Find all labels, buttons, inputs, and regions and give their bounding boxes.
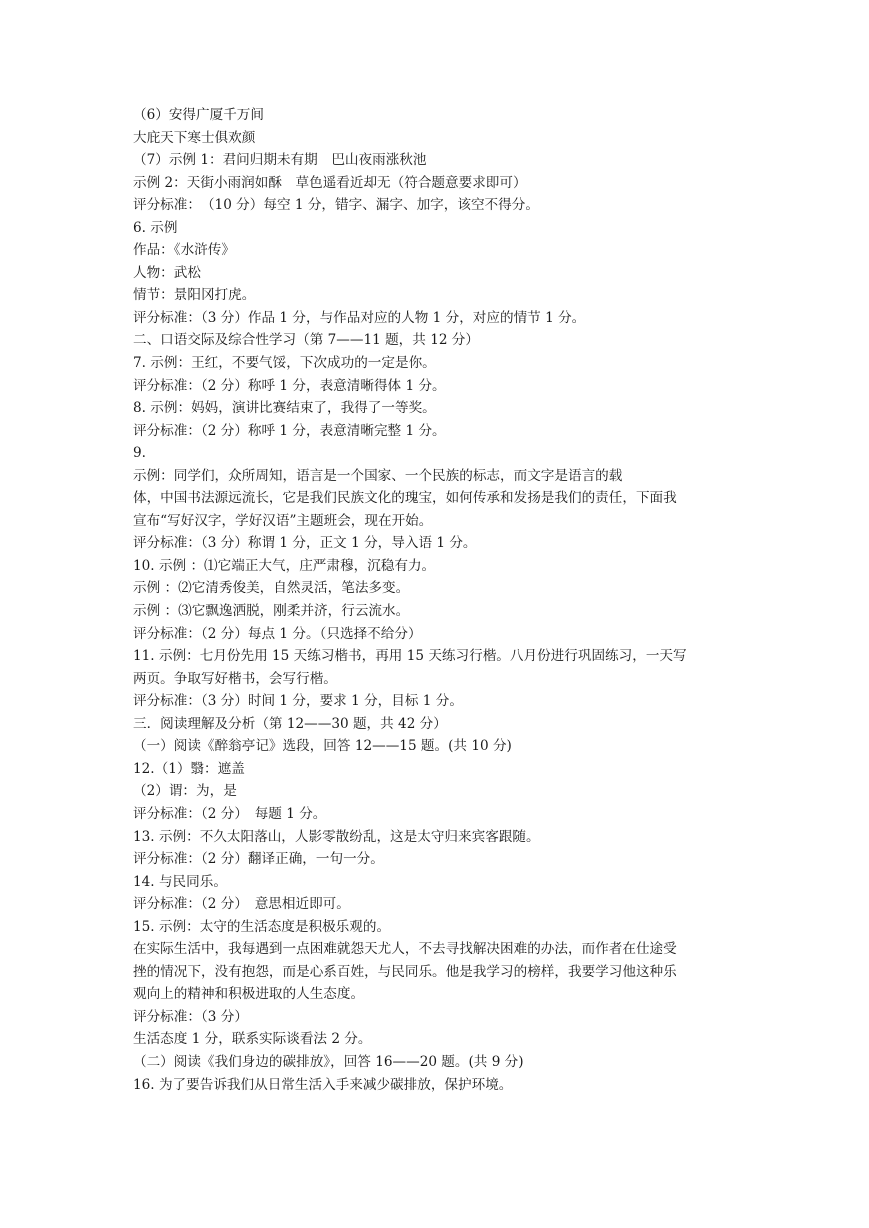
text-line: 评分标准：（2 分）每点 1 分。（只选择不给分） [133, 625, 422, 642]
text-line: 情节：景阳冈打虎。 [133, 287, 256, 304]
text-line: 15. 示例：太守的生活态度是积极乐观的。 [133, 918, 391, 935]
subsection-heading: （二）阅读《我们身边的碳排放》，回答 16——20 题。(共 9 分) [133, 1053, 524, 1070]
text-line: 两页。争取写好楷书，会写行楷。 [133, 670, 337, 687]
section-heading: 三．阅读理解及分析（第 12——30 题，共 42 分） [133, 715, 447, 732]
text-line: 16. 为了要告诉我们从日常生活入手来减少碳排放，保护环境。 [133, 1076, 513, 1093]
text-line: 人物：武松 [133, 264, 201, 281]
text-line: 评分标准：（3 分）时间 1 分，要求 1 分，目标 1 分。 [133, 693, 463, 710]
text-line: 7. 示例：王红，不要气馁，下次成功的一定是你。 [133, 355, 436, 372]
text-line: 9. [133, 445, 146, 462]
text-line: 14. 与民同乐。 [133, 873, 227, 890]
text-line: 8. 示例：妈妈，演讲比赛结束了，我得了一等奖。 [133, 400, 436, 417]
text-line: 评分标准：（2 分） 意思相近即可。 [133, 896, 350, 913]
text-line: （6）安得广厦千万间 [133, 107, 264, 123]
text-line: 观向上的精神和积极进取的人生态度。 [133, 986, 365, 1003]
text-line: 挫的情况下，没有抱怨，而是心系百姓，与民同乐。他是我学习的榜样，我要学习他这种乐 [133, 963, 677, 980]
text-line: 评分标准：（2 分）称呼 1 分，表意清晰完整 1 分。 [133, 422, 446, 439]
text-line: 宣布“写好汉字，学好汉语”主题班会，现在开始。 [133, 512, 433, 529]
text-line: 13. 示例：不久太阳落山，人影零散纷乱，这是太守归来宾客跟随。 [133, 828, 540, 845]
subsection-heading: （一）阅读《醉翁亭记》选段，回答 12——15 题。(共 10 分) [133, 738, 512, 755]
text-line: 评分标准：（3 分）称谓 1 分，正文 1 分，导入语 1 分。 [133, 535, 477, 552]
text-line: 11. 示例：七月份先用 15 天练习楷书，再用 15 天练习行楷。八月份进行巩固练习，一天写 [133, 648, 687, 665]
text-line: 示例：同学们，众所周知，语言是一个国家、一个民族的标志，而文字是语言的载 [133, 467, 623, 484]
text-line: 示例 ：⑶它飘逸洒脱，刚柔并济，行云流水。 [133, 603, 410, 620]
text-line: （2）谓：为，是 [133, 783, 237, 800]
text-line: 在实际生活中，我每遇到一点困难就怨天尤人，不去寻找解决困难的办法，而作者在仕途受 [133, 941, 677, 958]
answer-key-page [133, 104, 743, 1096]
text-line: （7）示例 1：君问归期未有期 巴山夜雨涨秋池 [133, 152, 427, 169]
text-line: 评分标准： （10 分）每空 1 分，错字、漏字、加字，该空不得分。 [133, 197, 539, 214]
text-line: 示例 ：⑵它清秀俊美，自然灵活，笔法多变。 [133, 580, 410, 597]
text-line: 评分标准：（2 分）称呼 1 分，表意清晰得体 1 分。 [133, 377, 446, 394]
text-line: 体，中国书法源远流长，它是我们民族文化的瑰宝，如何传承和发扬是我们的责任，下面我 [133, 490, 677, 507]
text-line: 示例 2：天街小雨润如酥 草色遥看近却无（符合题意要求即可） [133, 174, 527, 191]
text-line: 10. 示例 ：⑴它端正大气，庄严肃穆，沉稳有力。 [133, 557, 436, 574]
section-heading: 二、口语交际及综合性学习（第 7——11 题，共 12 分） [133, 332, 479, 349]
text-line: 12.（1）翳：遮盖 [133, 760, 245, 777]
text-line: 评分标准：（3 分）作品 1 分，与作品对应的人物 1 分，对应的情节 1 分。 [133, 309, 586, 326]
text-line: 大庇天下寒士俱欢颜 [133, 129, 256, 146]
text-line: 生活态度 1 分，联系实际谈看法 2 分。 [133, 1031, 372, 1048]
text-line: 6. 示例 [133, 219, 178, 236]
text-line: 评分标准：（3 分） [133, 1008, 248, 1025]
text-line: 作品：《水浒传》 [133, 242, 235, 259]
text-line: 评分标准：（2 分） 每题 1 分。 [133, 805, 327, 822]
text-line: 评分标准：（2 分）翻译正确，一句一分。 [133, 851, 384, 868]
